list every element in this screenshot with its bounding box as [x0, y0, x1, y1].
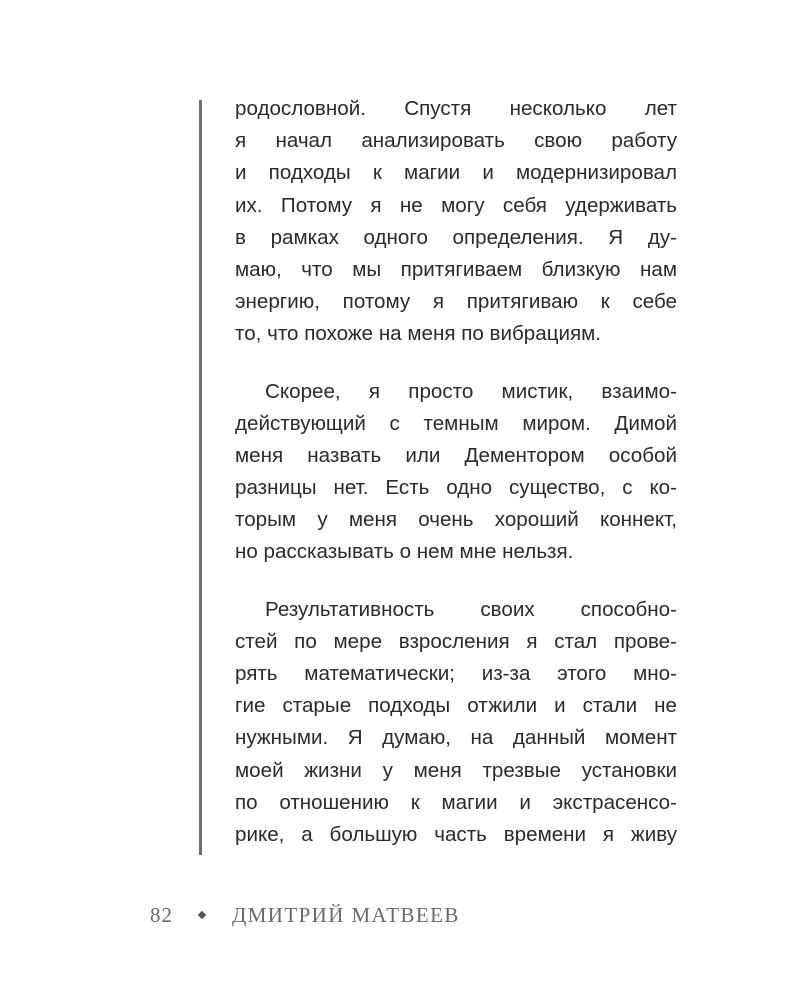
- diamond-ornament-icon: [198, 911, 206, 919]
- text-line: рике, а большую часть времени я живу: [235, 822, 677, 846]
- paragraph-gap: [235, 569, 677, 594]
- paragraph: [235, 93, 677, 351]
- page-footer: [150, 900, 460, 930]
- paragraph-gap: [235, 351, 677, 376]
- body-text: [235, 93, 677, 851]
- text-line: и подходы к магии и модернизировал: [235, 161, 677, 185]
- text-line: Результативность своих способно-: [265, 597, 677, 621]
- text-line: энергию, потому я притягиваю к себе: [235, 290, 677, 314]
- paragraph: [235, 594, 677, 852]
- text-line: в рамках одного определения. Я ду-: [235, 225, 677, 249]
- text-line: нужными. Я думаю, на данный момент: [235, 726, 677, 750]
- text-line: стей по мере взросления я стал прове-: [235, 629, 677, 653]
- text-line: родословной. Спустя несколько лет: [235, 97, 677, 120]
- text-line: то, что похоже на меня по вибрациям.: [235, 322, 602, 346]
- text-line: торым у меня очень хороший коннект,: [235, 508, 677, 532]
- text-line: действующий с темным миром. Димой: [235, 411, 677, 435]
- running-head-author: ДМИТРИЙ МАТВЕЕВ: [232, 902, 460, 927]
- text-line: моей жизни у меня трезвые установки: [235, 758, 677, 782]
- text-line: маю, что мы притягиваем близкую нам: [235, 257, 677, 281]
- text-line: Скорее, я просто мистик, взаимо-: [265, 379, 677, 403]
- text-line: меня назвать или Дементором особой: [235, 443, 677, 467]
- text-line: я начал анализировать свою работу: [235, 129, 677, 153]
- margin-rule: [199, 100, 202, 855]
- text-line: разницы нет. Есть одно существо, с ко-: [235, 476, 677, 500]
- text-line: рять математически; из-за этого мно-: [235, 662, 677, 685]
- paragraph: [235, 376, 677, 569]
- text-line: но рассказывать о нем мне нельзя.: [235, 540, 574, 564]
- text-line: гие старые подходы отжили и стали не: [235, 694, 677, 718]
- text-line: их. Потому я не могу себя удерживать: [235, 193, 677, 217]
- text-line: по отношению к магии и экстрасенсо-: [235, 790, 677, 814]
- page-number: 82: [150, 902, 173, 927]
